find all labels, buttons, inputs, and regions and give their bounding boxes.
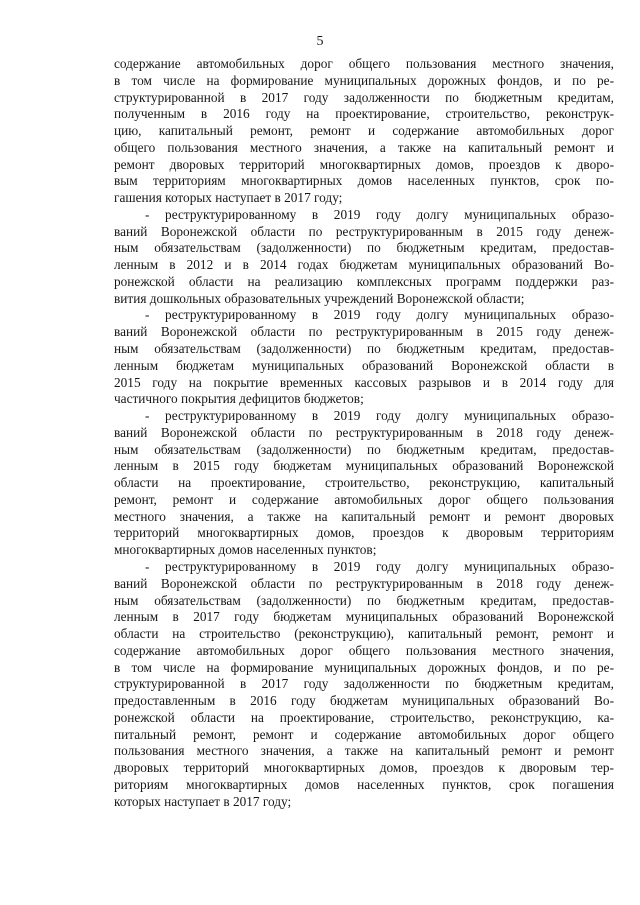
text-line: - реструктурированному в 2019 году долгу муниципальных образо- <box>145 206 614 222</box>
text-line: - реструктурированному в 2019 году долгу муниципальных образо- <box>145 558 614 574</box>
text-line: ваний Воронежской области по реструктурированным в 2015 году денеж- <box>114 324 614 340</box>
text-line: ленным бюджетам муниципальных образований Воронежской области в <box>114 357 614 373</box>
text-line: частичного покрытия дефицитов бюджетов; <box>114 391 364 407</box>
text-line: гашения которых наступает в 2017 году; <box>114 190 343 206</box>
text-line: вития дошкольных образовательных учреждений Воронежской области; <box>114 290 525 306</box>
text-line: многоквартирных домов населенных пунктов; <box>114 542 377 558</box>
text-line: структурированной в 2017 году задолженности по бюджетным кредитам, <box>114 89 614 105</box>
text-line: дворовых территорий многоквартирных домов, проездов к дворовым тер- <box>114 760 614 776</box>
text-line: питальный ремонт, ремонт и содержание автомобильных дорог общего <box>114 726 614 742</box>
text-line: территорий многоквартирных домов, проездов к дворовым территориям <box>114 525 614 541</box>
text-line: ленным в 2012 и в 2014 годах бюджетам муниципальных образований Во- <box>114 257 614 273</box>
text-line: ваний Воронежской области по реструктурированным в 2015 году денеж- <box>114 223 614 239</box>
text-line: ным обязательствам (задолженности) по бюджетным кредитам, предостав- <box>114 240 614 256</box>
text-line: ронежской области на проектирование, строительство, реконструкцию, ка- <box>114 709 614 725</box>
text-line: ленным в 2017 году бюджетам муниципальных образований Воронежской <box>114 609 614 625</box>
text-line: общего пользования местного значения, а также на капитальный ремонт и <box>114 139 614 155</box>
text-line: ленным в 2015 году бюджетам муниципальных образований Воронежской <box>114 458 614 474</box>
text-line: пользования местного значения, а также на капитальный ремонт и ремонт <box>114 743 614 759</box>
text-line: структурированной в 2017 году задолженности по бюджетным кредитам, <box>114 676 614 692</box>
text-line: области на проектирование, строительство, реконструкцию, капитальный <box>114 475 614 491</box>
page-number: 5 <box>316 34 324 49</box>
document-body <box>114 56 614 810</box>
text-line: местного значения, а также на капитальный ремонт и ремонт дворовых <box>114 508 614 524</box>
text-line: ным обязательствам (задолженности) по бюджетным кредитам, предостав- <box>114 341 614 357</box>
text-line: области на строительство (реконструкцию), капитальный ремонт, ремонт и <box>114 626 614 642</box>
text-line: вым территориям многоквартирных домов населенных пунктов, срок по- <box>114 173 614 189</box>
text-line: ремонт, ремонт и содержание автомобильных дорог общего пользования <box>114 491 614 507</box>
text-line: 2015 году на покрытие временных кассовых разрывов и в 2014 году для <box>114 374 614 390</box>
text-line: которых наступает в 2017 году; <box>114 793 292 809</box>
text-line: ваний Воронежской области по реструктурированным в 2018 году денеж- <box>114 424 614 440</box>
text-line: риториям многоквартирных домов населенных пунктов, срок погашения <box>114 776 614 792</box>
text-line: содержание автомобильных дорог общего пользования местного значения, <box>114 56 614 71</box>
text-line: ронежской области на реализацию комплексных программ поддержки раз- <box>114 273 614 289</box>
text-line: содержание автомобильных дорог общего пользования местного значения, <box>114 642 614 658</box>
text-line: полученным в 2016 году на проектирование, строительство, реконструк- <box>114 106 614 122</box>
text-line: ным обязательствам (задолженности) по бюджетным кредитам, предостав- <box>114 592 614 608</box>
text-line: в том числе на формирование муниципальных дорожных фондов, и по ре- <box>114 659 614 675</box>
text-line: ным обязательствам (задолженности) по бюджетным кредитам, предостав- <box>114 441 614 457</box>
text-line: - реструктурированному в 2019 году долгу муниципальных образо- <box>145 408 614 424</box>
text-line: в том числе на формирование муниципальных дорожных фондов, и по ре- <box>114 72 614 88</box>
text-line: предоставленным в 2016 году бюджетам муниципальных образований Во- <box>114 693 614 709</box>
text-line: ремонт дворовых территорий многоквартирных домов, проездов к дворо- <box>114 156 614 172</box>
text-line: ваний Воронежской области по реструктурированным в 2018 году денеж- <box>114 575 614 591</box>
text-line: - реструктурированному в 2019 году долгу муниципальных образо- <box>145 307 614 323</box>
text-line: цию, капитальный ремонт, ремонт и содержание автомобильных дорог <box>114 123 614 139</box>
